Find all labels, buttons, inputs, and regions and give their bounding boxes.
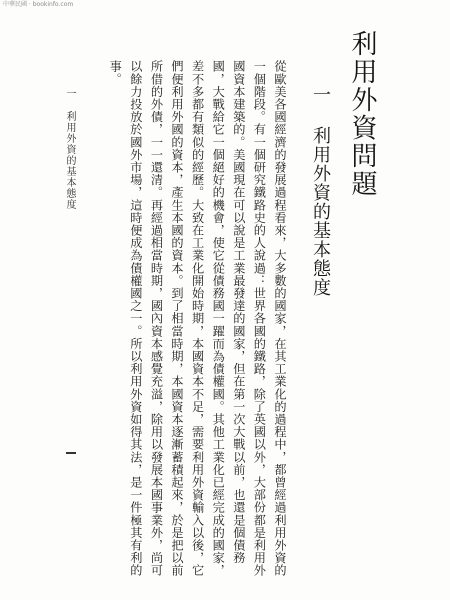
page-number-mark <box>66 452 76 454</box>
section-heading: 一 利用外資的基本態度 <box>310 85 331 297</box>
body-line: 過程中，都曾經過利用外資的一個階段。有一個研究鐵路史的人說過：世 <box>252 60 287 577</box>
body-line: 一還清。再經過相當時期，國內資本感覺充溢，除用以發展本國事業外， <box>149 148 164 552</box>
body-line: 大戰給它一個絕好的機會，使它從債務國一躍而為債權國。其他工業化已 <box>211 85 226 489</box>
body-line: 從歐美各國經濟的發展過程看來，大多數的國家，在其工業化的 <box>273 60 287 413</box>
scan-watermark: 中華民國 · bookinfo.com <box>3 1 74 8</box>
body-line: 本。到了相當時期，本國資本逐漸蓄積起來，於是把以前所借的外債，一 <box>149 60 185 577</box>
body-line: 界各國的鐵路，除了英國以外，大部份都是利用外國資本建築的。美國現 <box>231 60 267 577</box>
running-head: 一 利用外資的基本態度 <box>64 88 75 210</box>
body-line: 在可以說是工業最發達的國家，但在第一次大戰以前，也還是個債務國， <box>211 60 246 564</box>
body-line: 其法，是一件極其有利的事。 <box>108 60 143 577</box>
body-line: 本不足，需要利用外資輸入以後，它們便利用外國的資本，產生本國的資 <box>170 60 205 577</box>
book-title: 利用外資問題 <box>347 30 377 198</box>
body-line: 經完成的國家，差不多都有類似的經歷。大致在工業化開始時期，本國資 <box>190 60 226 577</box>
body-paragraph <box>84 60 290 580</box>
body-line: 尚可以餘力投放於國外市場，這時便成為債權國之一。所以利用外資如得 <box>128 60 164 577</box>
